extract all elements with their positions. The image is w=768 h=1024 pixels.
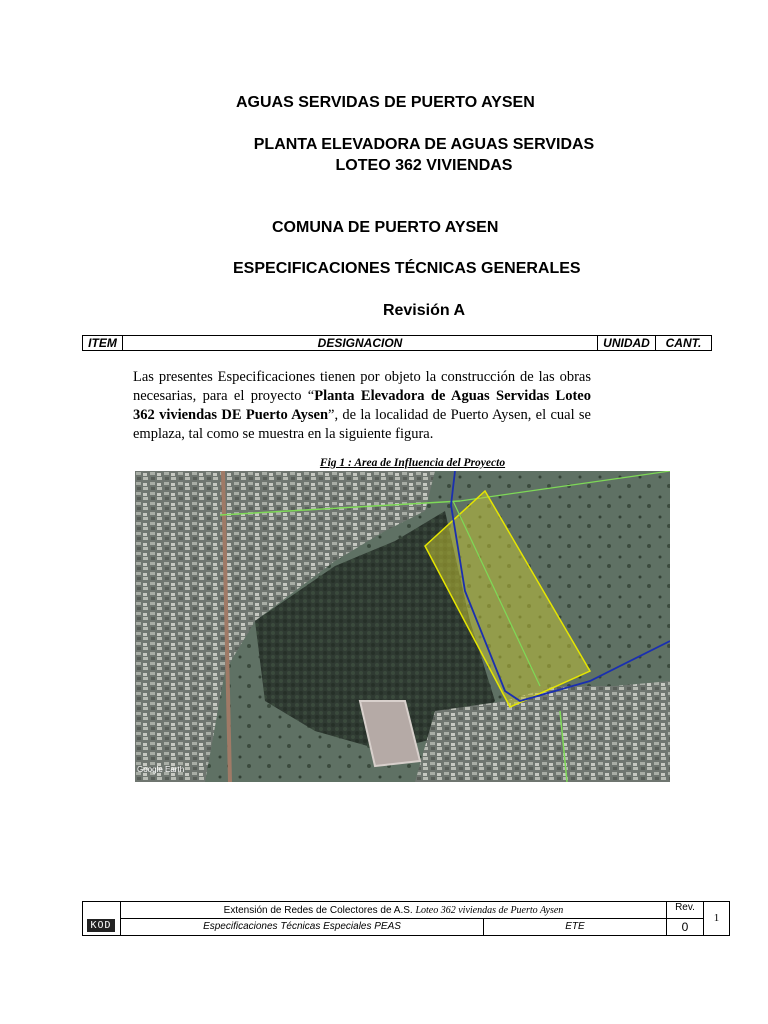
revision-title: Revisión A [382,302,466,319]
footer-rev-label: Rev. [666,902,704,919]
footer-title-prefix: Extensión de Redes de Colectores de A.S. [223,905,413,916]
footer-rev-value: 0 [666,919,704,935]
footer-code: ETE [565,921,585,932]
col-designacion: DESIGNACION [123,336,598,350]
title-line-4: COMUNA DE PUERTO AYSEN [272,219,499,236]
footer-subtitle: Especificaciones Técnicas Especiales PEAS [121,919,484,935]
paragraph-text-2: ”, de la localidad de Puerto Aysen, el cual se emplaza, tal como se muestra en la siguiente figura. [133,407,591,442]
footer-logo [83,902,121,935]
intro-paragraph [133,368,591,444]
title-line-2: PLANTA ELEVADORA DE AGUAS SERVIDAS [253,136,595,153]
title-line-5: ESPECIFICACIONES TÉCNICAS GENERALES [233,260,581,277]
col-item: ITEM [83,336,123,350]
project-name: Planta Elevadora de Aguas Servidas Loteo 362 viviendas DE Puerto Aysen [133,388,591,423]
title-line-1: AGUAS SERVIDAS DE PUERTO AYSEN [236,94,535,111]
satellite-map-figure [135,471,670,782]
map-svg [135,471,670,782]
spec-header-table [82,335,712,351]
paragraph-text-1: Las presentes Especificaciones tienen por objeto la construcción de las obras necesarias, para el proyecto “ [133,369,591,404]
logo-text: KOD [87,919,115,932]
col-unidad: UNIDAD [598,336,656,350]
col-cant: CANT. [665,336,702,350]
footer-title [121,902,666,919]
map-watermark: Google Earth [137,765,185,774]
footer-page-number: 1 [713,912,720,924]
footer-title-italic: Loteo 362 viviendas de Puerto Aysen [415,905,564,916]
title-line-3: LOTEO 362 VIVIENDAS [335,157,513,174]
figure-caption: Fig 1 : Area de Influencia del Proyecto [319,457,506,469]
footer-table [82,901,730,936]
